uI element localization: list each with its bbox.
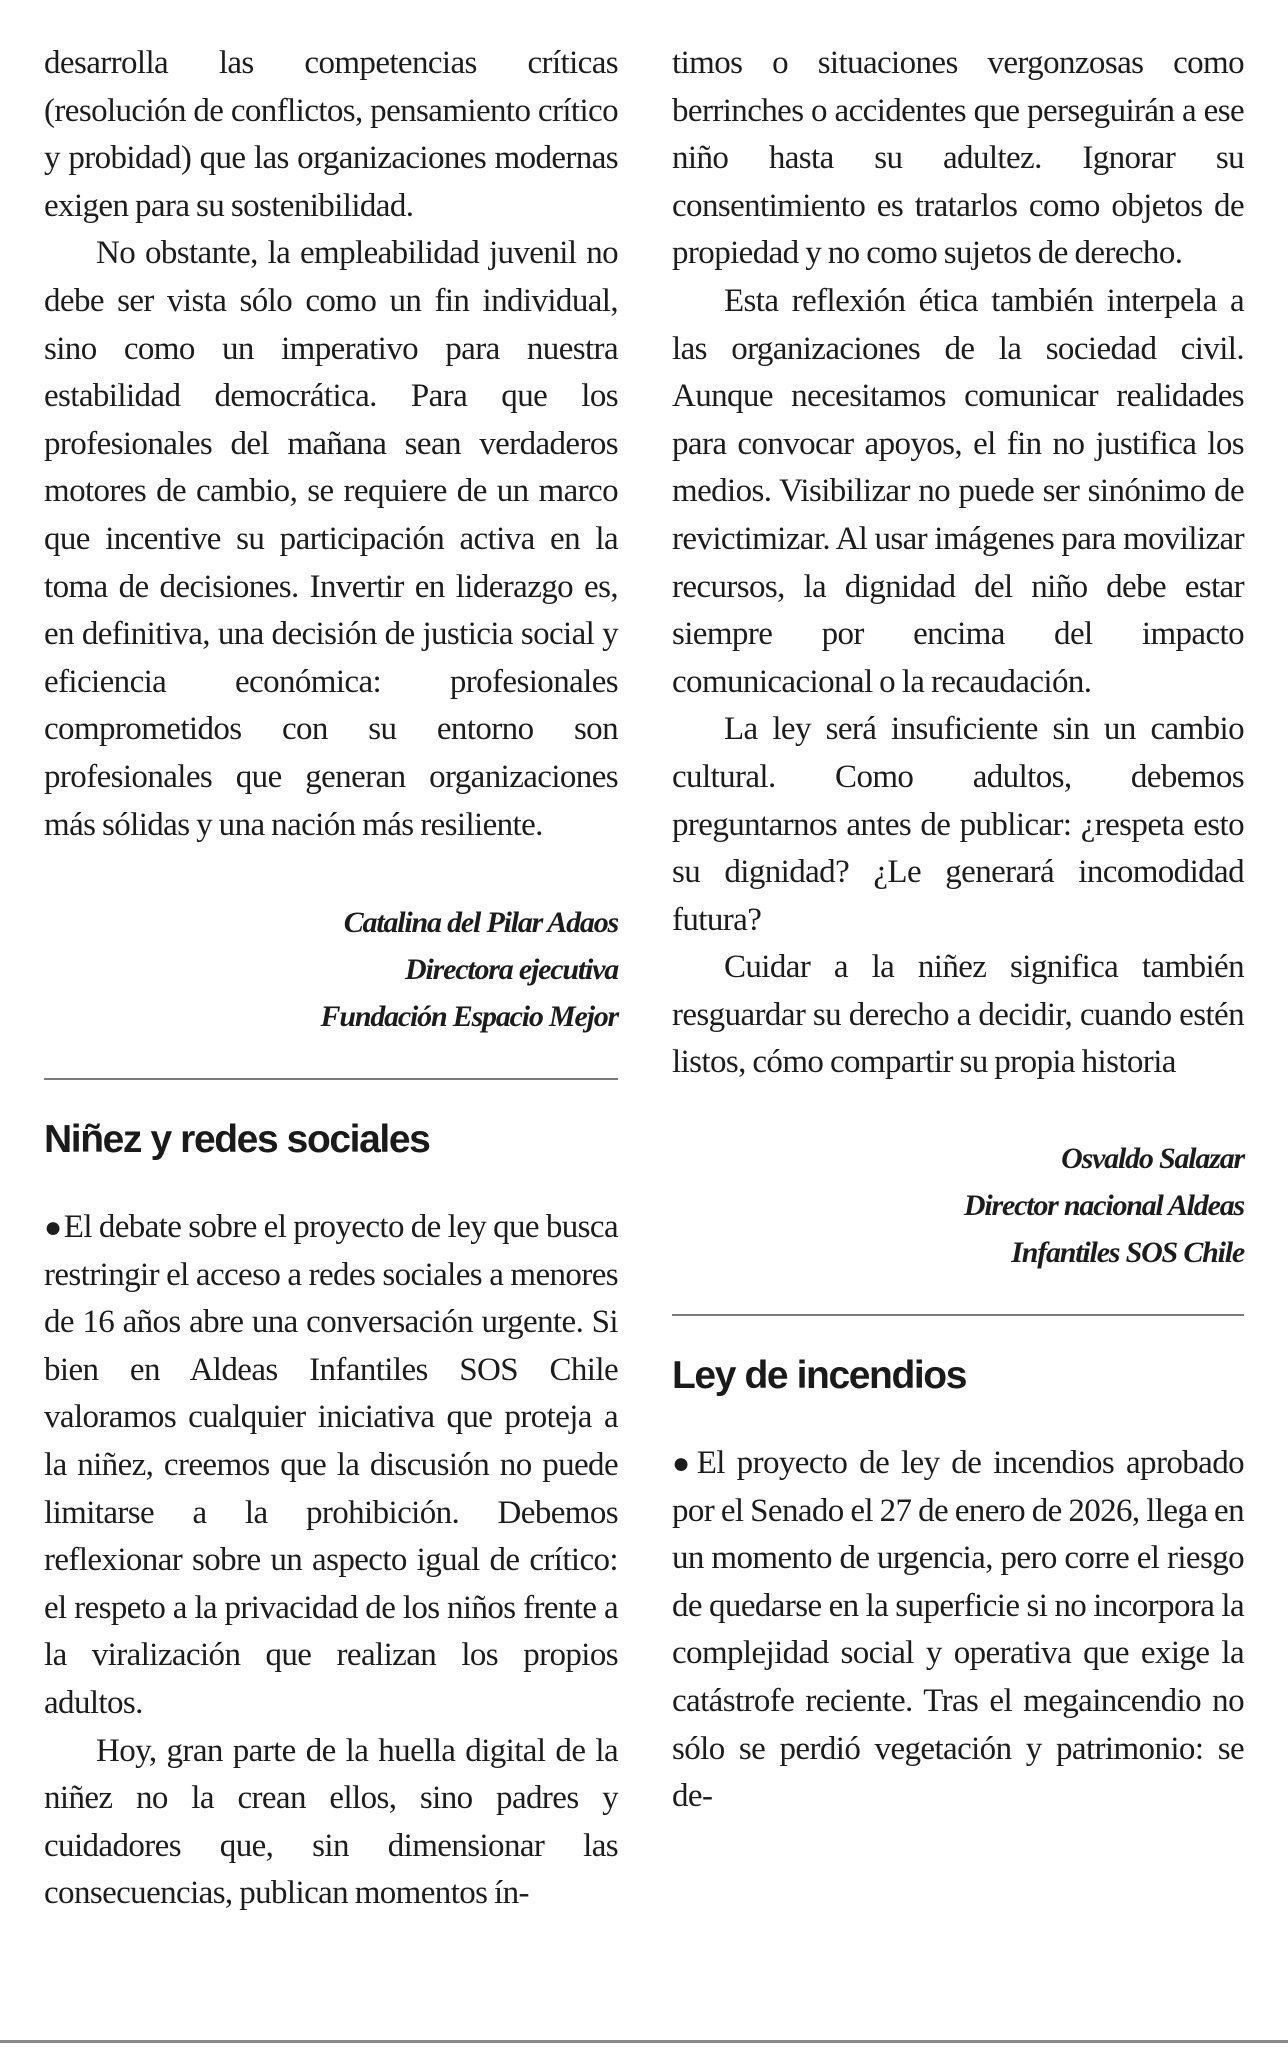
article-paragraph: La ley será insuficiente sin un cambio cultural. Como adultos, debemos preguntarnos antes de publicar: ¿respeta esto su dignidad? ¿Le generará incomodidad futura?	[672, 711, 1244, 938]
article-paragraph	[44, 1204, 618, 1728]
signature-block	[672, 1135, 1244, 1276]
article-paragraph-text: El debate sobre el proyecto de ley que busca restringir el acceso a redes sociales a menores de 16 años abre una conversación urgente. Si bien en Aldeas Infantiles SOS Chile valoramos cualquier iniciativa que proteja a la niñez, creemos que la discusión no puede limitarse a la prohibición. Debemos reflexionar sobre un aspecto igual de crítico: el respeto a la privacidad de los niños frente a la viralización que realizan los propios adultos.	[44, 1209, 618, 1722]
article-paragraph: desarrolla las competencias críticas (resolución de conflictos, pensamiento crítico y probidad) que las organizaciones modernas exigen para su sostenibilidad.	[44, 45, 618, 224]
author-organization: Fundación Espacio Mejor	[320, 1000, 618, 1034]
signature-block	[44, 899, 618, 1040]
article-title: Ley de incendios	[672, 1354, 967, 1398]
page-bottom-divider	[0, 2040, 1288, 2043]
article-paragraph	[672, 1440, 1244, 1821]
bullet-icon: ●	[44, 1211, 62, 1245]
article-paragraph: Esta reflexión ética también interpela a las organizaciones de la sociedad civil. Aunque necesitamos comunicar realidades para convocar apoyos, el fin no justifica los medios. Visibilizar no puede ser sinónimo de revictimizar. Al usar imágenes para movilizar recursos, la dignidad del niño debe estar siempre por encima del impacto comunicacional o la recaudación.	[672, 282, 1244, 700]
article-paragraph: No obstante, la empleabilidad juvenil no debe ser vista sólo como un fin individual, sino como un imperativo para nuestra estabilidad democrática. Para que los profesionales del mañana sean verdaderos motores de cambio, se requiere de un marco que incentive su participación activa en la toma de decisiones. Invertir en liderazgo es, en definitiva, una decisión de justicia social y eficiencia económica: profesionales comprometidos con su entorno son profesionales que generan organizaciones más sólidas y una nación más resiliente.	[44, 235, 618, 843]
article-paragraph-text: El proyecto de ley de incendios aprobado por el Senado el 27 de enero de 2026, llega en un momento de urgencia, pero corre el riesgo de quedarse en la superficie si no incorpora la complejidad social y operativa que exige la catástrofe reciente. Tras el megaincendio no sólo se perdió vegetación y patrimonio: se de-	[672, 1445, 1244, 1815]
author-role: Directora ejecutiva	[405, 953, 618, 987]
article-paragraph: timos o situaciones vergonzosas como berrinches o accidentes que perseguirán a ese niño hasta su adultez. Ignorar su consentimiento es tratarlos como objetos de propiedad y no como sujetos de derecho.	[672, 45, 1244, 272]
article-title: Niñez y redes sociales	[44, 1118, 430, 1162]
author-name: Catalina del Pilar Adaos	[343, 906, 618, 940]
author-organization: Infantiles SOS Chile	[1011, 1236, 1244, 1270]
author-role: Director nacional Aldeas	[963, 1189, 1244, 1223]
bullet-icon: ●	[672, 1447, 695, 1481]
article-paragraph: Cuidar a la niñez significa también resguardar su derecho a decidir, cuando estén listos, cómo compartir su propia historia	[672, 949, 1244, 1081]
right-column	[672, 40, 1244, 1821]
left-column	[44, 40, 618, 1918]
author-name: Osvaldo Salazar	[1061, 1142, 1244, 1176]
article-paragraph: Hoy, gran parte de la huella digital de la niñez no la crean ellos, sino padres y cuidadores que, sin dimensionar las consecuencias, publican momentos ín-	[44, 1732, 618, 1912]
